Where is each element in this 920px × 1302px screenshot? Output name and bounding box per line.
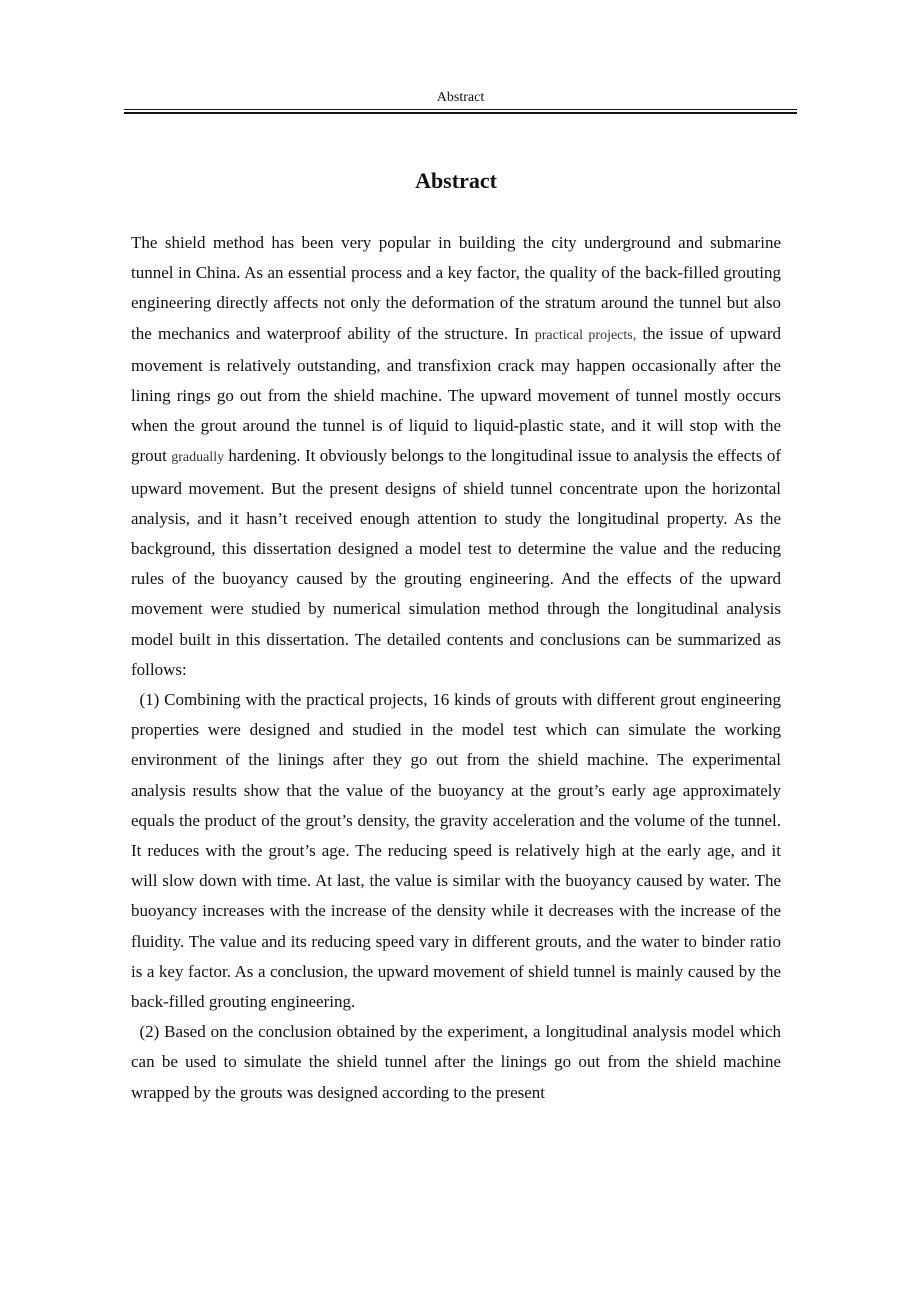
intro-text-part-1: The shield method has been very popular in building the city underground and submarine tunnel in China. As an essential process and a key factor, the quality of the back-filled grouting engineering directly affects not only the deformation of the stratum around the tunnel but also the mechanics and waterproof ability of the structure. In bbox=[131, 233, 781, 343]
intro-text-gradually: gradually bbox=[171, 450, 225, 466]
page-title: Abstract bbox=[415, 168, 497, 193]
running-header: Abstract bbox=[436, 90, 485, 105]
paragraph-conclusion-1: (1) Combining with the practical projects, 16 kinds of grouts with different grout engineering properties were designed and studied in the model test which can simulate the working environment of the linings after they go out from the shield machine. The experimental analysis results show that the value of the buoyancy at the grout’s early age approximately equals the product of the grout’s density, the gravity acceleration and the volume of the tunnel. It reduces with the grout’s age. The reducing speed is relatively high at the early age, and it will slow down with time. At last, the value is similar with the buoyancy caused by water. The buoyancy increases with the increase of the density while it decreases with the increase of the fluidity. The value and its reducing speed vary in different grouts, and the water to binder ratio is a key factor. As a conclusion, the upward movement of shield tunnel is mainly caused by the back-filled grouting engineering. bbox=[131, 690, 781, 1012]
intro-text-part-3: hardening. It obviously belongs to the longitudinal issue to analysis the effects of upward movement. But the present designs of shield tunnel concentrate upon the horizontal analysis, and it hasn’t received enough attention to study the longitudinal property. As the background, this dissertation designed a model test to determine the value and the reducing rules of the buoyancy caused by the grouting engineering. And the effects of the upward movement were studied by numerical simulation method through the longitudinal analysis model built in this dissertation. The detailed contents and conclusions can be summarized as follows: bbox=[131, 446, 781, 679]
intro-text-part-2: the issue of upward movement is relatively outstanding, and transfixion crack may happen occasionally after the lining rings go out from the shield machine. The upward movement of tunnel mostly occurs when the grout around the tunnel is of liquid to liquid-plastic state, and it will stop with the grout bbox=[131, 323, 781, 466]
paragraph-intro bbox=[131, 228, 781, 685]
paragraph-conclusion-2: (2) Based on the conclusion obtained by the experiment, a longitudinal analysis model which can be used to simulate the shield tunnel after the linings go out from the shield machine wrapped by the grouts was designed according to the present bbox=[131, 1022, 781, 1102]
abstract-body bbox=[131, 228, 781, 1108]
intro-text-practical-projects: practical projects, bbox=[534, 327, 637, 343]
header-double-rule bbox=[124, 109, 797, 114]
